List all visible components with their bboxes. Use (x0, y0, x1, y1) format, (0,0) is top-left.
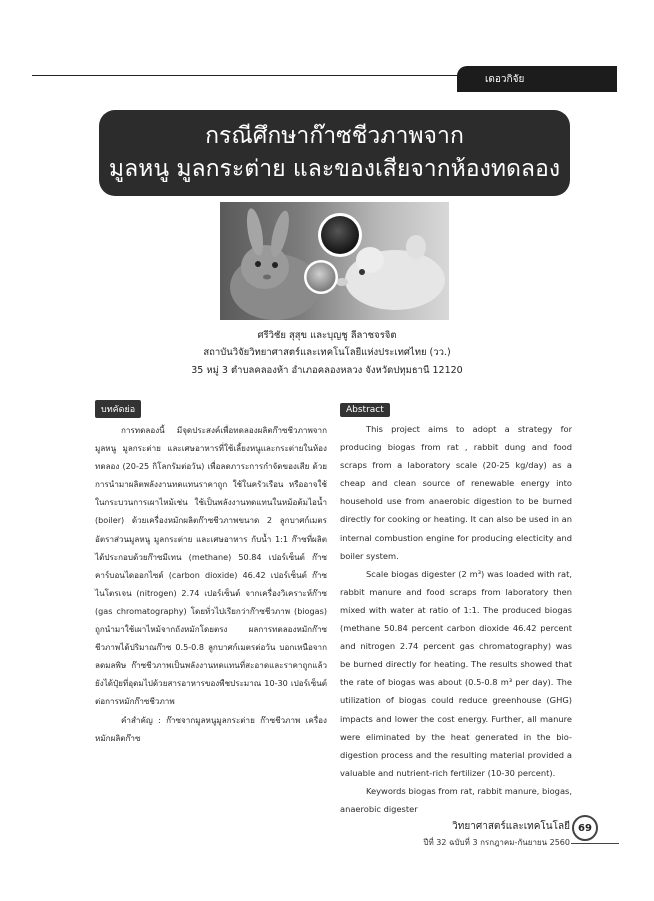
title-line-1: กรณีศึกษาก๊าซชีวภาพจาก (205, 123, 464, 149)
thai-abstract-column (95, 397, 327, 747)
english-keywords: Keywords biogas from rat, rabbit manure, biogas, anaerobic digester (340, 785, 572, 814)
article-photo (220, 202, 449, 320)
title-line-2: มูลหนู มูลกระต่าย และของเสียจากห้องทดลอง (108, 156, 561, 182)
english-abstract-column (340, 397, 572, 818)
author-institution: สถาบันวิจัยวิทยาศาสตร์และเทคโนโลยีแห่งประเทศไทย (วว.) (203, 347, 451, 358)
english-abstract-paragraph-2: Scale biogas digester (2 m³) was loaded with rat, rabbit manure and food scraps from laboratory then mixed with water at ratio of 1:1. The produced biogas (methane 50.84 percent carbon dioxide 46.42 percent and nitrogen 2.74 percent gas chromatography) was be burned directly for heating. The results showed that the rate of biogas was about (0.5-0.8 m³ per day). The utilization of biogas could reduce greenhouse (GHG) impacts and lower the cost energy. Further, all manure were eliminated by the heat generated in the bio-digestion process and the resulting material provided a valuable and nutrient-rich fertilizer (10-30 percent). (340, 568, 572, 778)
english-abstract-label: Abstract (340, 403, 390, 417)
title-banner (99, 110, 570, 196)
author-names: ศรีวิชัย สุสุข และบุญชู ลีลาชจรจิต (257, 330, 397, 341)
english-abstract-paragraph-1: This project aims to adopt a strategy for producing biogas from rat , rabbit dung and food scraps from a laboratory scale (20-25 kg/day) as a cheap and clean source of renewable energy into household use from anaerobic digestion to be burned directly for cooking or heating. It can also be used in an internal combustion engine for producing electicity and boiler system. (340, 424, 572, 561)
rabbit-rat-photo (220, 202, 449, 320)
journal-issue: ปีที่ 32 ฉบับที่ 3 กรกฎาคม-กันยายน 2560 (423, 838, 570, 847)
section-tab (457, 66, 617, 92)
thai-abstract-label: บทคัดย่อ (95, 400, 141, 418)
page-number: 69 (578, 822, 592, 834)
thai-keywords: คำสำคัญ : ก๊าซจากมูลหนูมูลกระต่าย ก๊าซชีวภาพ เครื่องหมักผลิตก๊าซ (95, 714, 327, 743)
page-number-badge (572, 815, 598, 841)
section-label: เดอวกิจัย (485, 73, 525, 85)
page-footer (420, 819, 570, 849)
author-address: 35 หมู่ 3 ตำบลคลองห้า อำเภอคลองหลวง จังหวัดปทุมธานี 12120 (191, 365, 463, 376)
rabbit-illustration (230, 207, 320, 320)
journal-title: วิทยาศาสตร์และเทคโนโลยี (452, 821, 570, 832)
thai-abstract-body: การทดลองนี้ มีจุดประสงค์เพื่อทดลองผลิตก๊าซชีวภาพจากมูลหนู มูลกระต่าย และเศษอาหารที่ใช้เลี้ยงหนูและกระต่ายในห้องทดลอง (20-25 กิโลกรัมต่อวัน) เพื่อลดภาระการกำจัดของเสีย ด้วยการนำมาผลิตพลังงานทดแทนราคาถูก ใช้ในครัวเรือน หรืออาจใช้ในกระบวนการเผาไหม้เช่น ใช้เป็นพลังงานทดแทนในหม้อต้มไอน้ำ (boiler) ด้วยเครื่องหมักผลิตก๊าซชีวภาพขนาด 2 ลูกบาศก์เมตร อัตราส่วนมูลหนู มูลกระต่าย และเศษอาหาร กับน้ำ 1:1 ก๊าซที่ผลิตได้ประกอบด้วยก๊าซมีเทน (methane) 50.84 เปอร์เซ็นต์ ก๊าซคาร์บอนไดออกไซด์ (carbon dioxide) 46.42 เปอร์เซ็นต์ ก๊าซไนโตรเจน (nitrogen) 2.74 เปอร์เซ็นต์ จากเครื่องวิเคราะห์ก๊าซ (gas chromatography) โดยทั่วไปเรียกว่าก๊าซชีวภาพ (biogas) ถูกนำมาใช้เผาไหม้จากถังหมักโดยตรง ผลการทดลองหมักก๊าซชีวภาพได้ปริมาณก๊าซ 0.5-0.8 ลูกบาศก์เมตรต่อวัน บอกเหนือจากลดมลพิษ ก๊าซชีวภาพเป็นพลังงานทดแทนที่สะอาดและราคาถูกแล้ว ยังได้ปุ๋ยที่อุดมไปด้วยสารอาหารของพืชประมาณ 10-30 เปอร์เซ็นต์ต่อการหมักก๊าซชีวภาพ (95, 425, 327, 707)
